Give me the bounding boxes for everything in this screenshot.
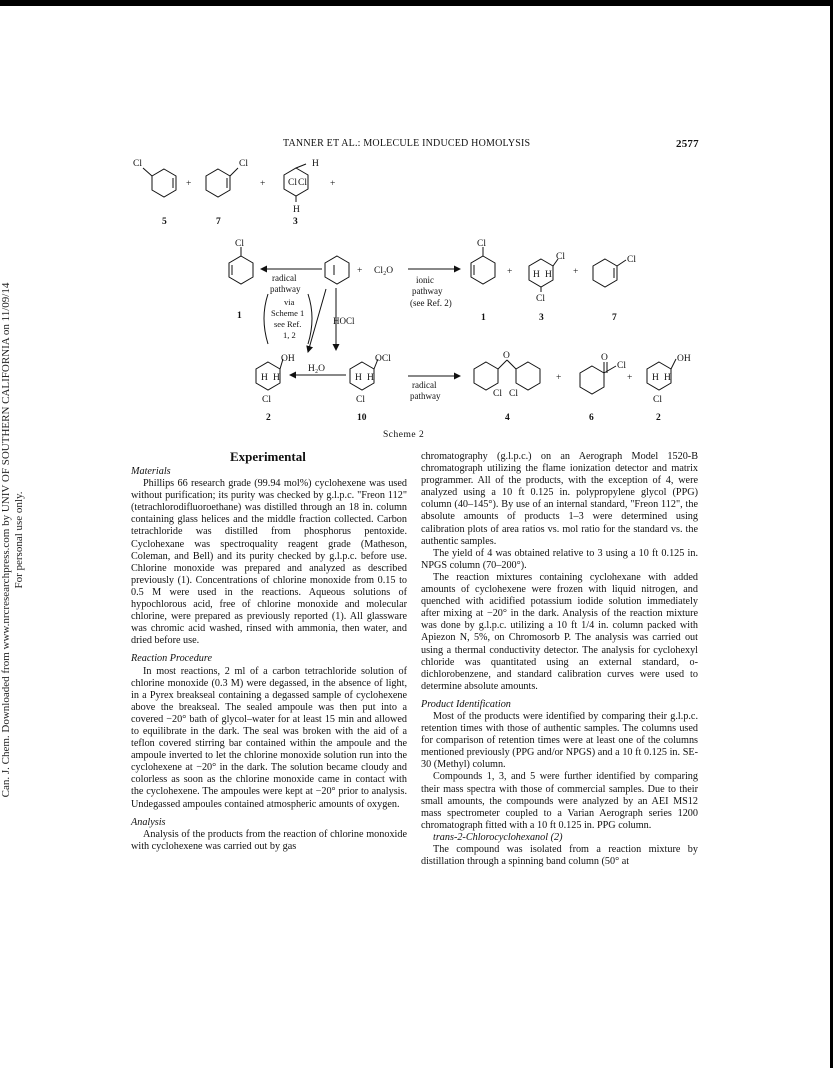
cl-label: Cl (536, 294, 545, 304)
subsection-heading: Reaction Procedure (131, 653, 212, 665)
subsection-heading: trans-2-Chlorocyclohexanol (2) (433, 831, 563, 843)
via-note: via (284, 297, 295, 307)
arrow-label: pathway (412, 286, 443, 296)
ring-6 (580, 366, 604, 394)
body-paragraph: Most of the products were identified by comparing their g.l.p.c. retention times with those of authentic samples. The columns used for comparison of retention times were at least one of the columns mentioned previously (PPG and/or NPGS) and a 10 ft 0.125 in. SE-30 (Methyl) column. (421, 710, 698, 771)
oh-label: OH (677, 354, 691, 364)
h-label: H (652, 373, 659, 383)
via-note: see Ref. (274, 319, 302, 329)
cl-label: Cl (298, 178, 307, 188)
body-paragraph: The yield of 4 was obtained relative to 3 using a 10 ft 0.125 in. NPGS column (70–200°). (421, 547, 698, 571)
compound-number: 3 (539, 313, 544, 323)
cl-label: Cl (556, 252, 565, 262)
h-label: H (273, 373, 280, 383)
body-paragraph: Analysis of the products from the reaction of chlorine monoxide with cyclohexene was carried out by gas (131, 828, 407, 852)
ring-1-left (229, 256, 253, 284)
body-paragraph: Compounds 1, 3, and 5 were further identified by comparing their mass spectra with those of commercial samples. Due to their small amounts, the compounds were analyzed by an AEI MS12 mass spectrometer coupled to a Varian Aerograph series 1200 chromatograph fitted with a 10 ft 0.125 in. PPG column. (421, 771, 698, 831)
arrow-label: (see Ref. 2) (410, 298, 452, 308)
h2o-label: H₂O (308, 364, 326, 374)
h-label: H (664, 373, 671, 383)
cl-label: Cl (493, 389, 502, 399)
h-label: H (367, 373, 374, 383)
h-label: H (261, 373, 268, 383)
compound-number: 2 (656, 413, 661, 423)
compound-number: 7 (612, 313, 617, 323)
cl-label: Cl (653, 395, 662, 405)
arrow-label: radical (272, 273, 297, 283)
cl-label: Cl (627, 255, 636, 265)
compound-number: 3 (293, 217, 298, 227)
watermark-line-1: Can. J. Chem. Downloaded from www.nrcresearchpress.com by UNIV OF SOUTHERN CALIFORNIA on 11/09/14 (0, 282, 12, 798)
subsection-heading: Product Identification (421, 698, 511, 710)
o-label: O (503, 351, 510, 361)
o-label: O (601, 353, 608, 363)
cl-label: Cl (262, 395, 271, 405)
left-column (131, 466, 407, 853)
compound-number: 5 (162, 217, 167, 227)
body-paragraph: Phillips 66 research grade (99.94 mol%) cyclohexene was used without purification; its purity was checked by g.l.p.c. "Freon 112" (tetrachlorodifluoroethane) was distilled through an 18 in. column containing glass helices and the middle fraction collected. Carbon tetrachloride was distilled from phosphorus pentoxide. Cyclohexane was spectroquality reagent grade (Matheson, Coleman, and Bell) and its purity checked by g.l.p.c. before use. Chlorine monoxide was prepared and analyzed as described previously (1). Concentrations of chlorine monoxide from 0.15 to 0.5 M were used in the reactions. Aqueous solutions of hypochlorous acid, free of chlorine monoxide and molecular chlorine, were prepared as previously reported (1). All glassware was chromic acid washed, rinsed with ammonia, then water, and dried before use. (131, 478, 407, 647)
cl-label: Cl (133, 159, 142, 169)
cl-label: Cl (477, 239, 486, 249)
body-paragraph: In most reactions, 2 ml of a carbon tetrachloride solution of chlorine monoxide (0.3 M) were degassed, in the absence of light, in a Pyrex breakseal containing a degassed sample of cyclohexene above the breakseal. The sealed ampoule was then put into a covered −20° bath of glycol–water for at least 15 min and allowed to equilibrate in the dark. The seal was broken with the aid of a teflon covered stirring bar contained within the ampoule and the ampoule inverted to let the chlorine monoxide solution run into the cyclohexene at −20° in the dark. The solution became cloudy and colorless as soon as the chlorine monoxide came in contact with the cyclohexene. The ampoules were kept at −20° prior to analysis. Undegassed ampoules contained atmospheric amounts of oxygen. (131, 665, 407, 810)
section-title: Experimental (230, 449, 306, 464)
compound-number: 4 (505, 413, 510, 423)
body-paragraph: The reaction mixtures containing cyclohexane with added amounts of cyclohexene were frozen with liquid nitrogen, and quenched with acidified potassium iodide solution immediately after mixing at −20° in the dark. Analysis of the reaction mixture was done by g.l.p.c. utilizing a 10 ft 1/4 in. column packed with Apiezon N, 5%, on Chromosorb P. The analysis was carried out using a thermal conductivity detector. The analysis for cyclohexyl chloride was quantitated using an external standard, o-dichlorobenzene, and standard calibration curves were used to determine absolute amounts. (421, 571, 698, 692)
running-head: TANNER ET AL.: MOLECULE INDUCED HOMOLYSIS (283, 138, 531, 149)
subsection-heading: Analysis (131, 816, 166, 828)
body-paragraph: The compound was isolated from a reaction mixture by distillation through a spinning band column (50° at (421, 844, 698, 868)
plus-sign: + (260, 179, 266, 189)
cl2o-label: Cl₂O (374, 266, 394, 276)
h-label: H (312, 159, 319, 169)
ring-1-right (471, 256, 495, 284)
cyclohexene-center (325, 256, 349, 284)
h-label: H (545, 270, 552, 280)
watermark-line-2: For personal use only. (13, 491, 25, 589)
ring-4b (516, 362, 540, 390)
ring-7-right (593, 259, 617, 287)
plus-sign: + (357, 266, 363, 276)
h-label: H (293, 205, 300, 215)
compound-number: 1 (481, 313, 486, 323)
ring-4a (474, 362, 498, 390)
cl-label: Cl (235, 239, 244, 249)
h-label: H (355, 373, 362, 383)
cl-label: Cl (617, 361, 626, 371)
ocl-label: OCl (375, 354, 391, 364)
reaction-scheme (0, 0, 833, 445)
plus-sign: + (573, 267, 579, 277)
arrow-label: pathway (410, 391, 441, 401)
cl-label: Cl (288, 178, 297, 188)
compound-number: 2 (266, 413, 271, 423)
plus-sign: + (186, 179, 192, 189)
plus-sign: + (330, 179, 336, 189)
scheme-caption: Scheme 2 (383, 430, 425, 440)
page-number: 2577 (676, 138, 699, 150)
compound-number: 6 (589, 413, 594, 423)
body-paragraph: chromatography (g.l.p.c.) on an Aerograph Model 1520-B chromatograph utilizing the flame ionization detector and matrix programmer. All of the products, with the exception of 4, were analyzed using a 10 ft 0.125 in. polypropylene glycol (PPG) column (40–145°). By use of an internal standard, "Freon 112", the absolute amounts of products 1–3 were determined using calibration plots of area ratios vs. mol ratio for the standard vs. the authentic samples. (421, 451, 698, 547)
cl-label: Cl (509, 389, 518, 399)
cl-label: Cl (239, 159, 248, 169)
compound-number: 7 (216, 217, 221, 227)
subsection-heading: Materials (131, 466, 171, 477)
ring-7 (206, 169, 230, 197)
oh-label: OH (281, 354, 295, 364)
plus-sign: + (627, 373, 633, 383)
h-label: H (533, 270, 540, 280)
hocl-label: HOCl (333, 316, 355, 326)
via-note: Scheme 1 (271, 308, 305, 318)
arrow-label: ionic (416, 275, 434, 285)
arrow-label: pathway (270, 284, 301, 294)
arrow-label: radical (412, 380, 437, 390)
via-note: 1, 2 (283, 330, 296, 340)
plus-sign: + (556, 373, 562, 383)
ring-5 (152, 169, 176, 197)
compound-number: 10 (357, 413, 367, 423)
plus-sign: + (507, 267, 513, 277)
cl-label: Cl (356, 395, 365, 405)
right-column (421, 451, 698, 868)
compound-number: 1 (237, 311, 242, 321)
